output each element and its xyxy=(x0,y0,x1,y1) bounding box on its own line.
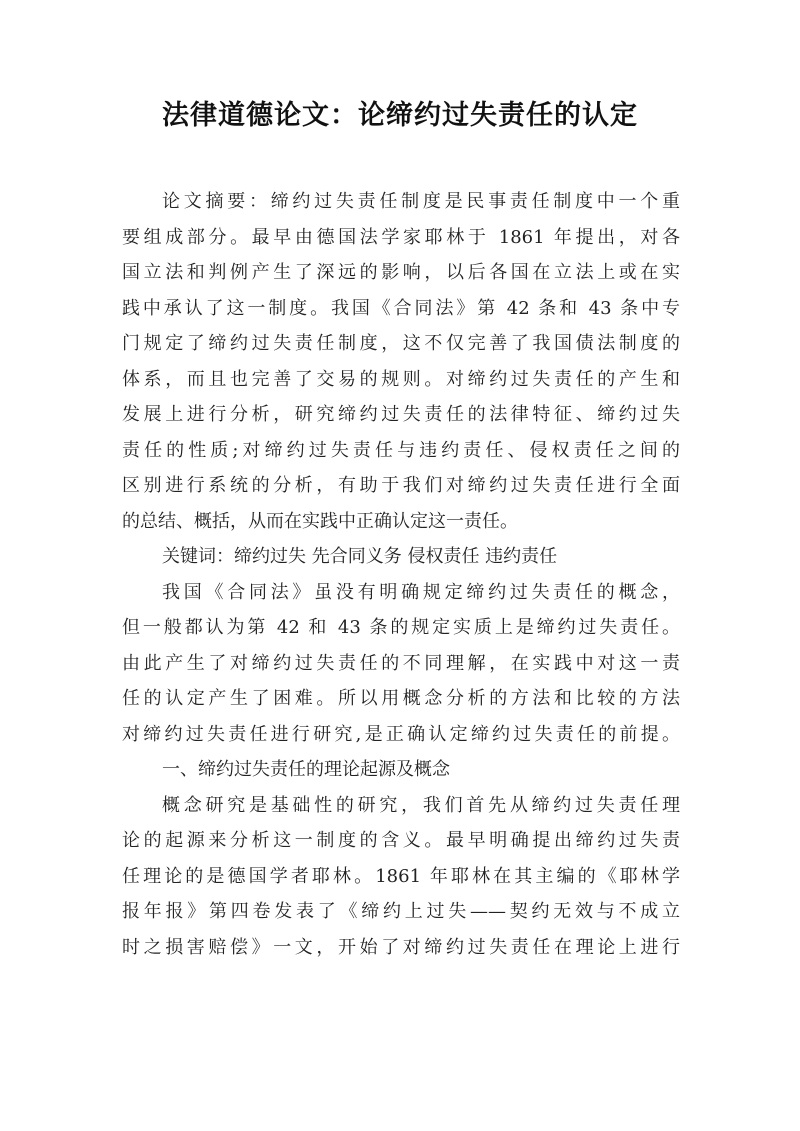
document-body xyxy=(122,184,680,965)
text-line: 区别进行系统的分析，有助于我们对缔约过失责任进行全面 xyxy=(122,475,680,496)
text-line: 论的起源来分析这一制度的含义。最早明确提出缔约过失责 xyxy=(122,830,680,851)
text-line: 发展上进行分析，研究缔约过失责任的法律特征、缔约过失 xyxy=(122,404,680,425)
text-line: 国立法和判例产生了深远的影响，以后各国在立法上或在实 xyxy=(122,262,680,283)
text-line: 由此产生了对缔约过失责任的不同理解，在实践中对这一责 xyxy=(122,652,680,674)
document-title: 法律道德论文：论缔约过失责任的认定 xyxy=(162,100,638,131)
text-line: 论文摘要：缔约过失责任制度是民事责任制度中一个重 xyxy=(162,191,680,212)
text-line: 对缔约过失责任进行研究,是正确认定缔约过失责任的前提。 xyxy=(122,723,680,745)
text-line: 责任的性质;对缔约过失责任与违约责任、侵权责任之间的 xyxy=(122,439,680,461)
text-line: 一、缔约过失责任的理论起源及概念 xyxy=(162,759,450,780)
text-line: 任理论的是德国学者耶林。1861 年耶林在其主编的《耶林学 xyxy=(122,865,680,887)
text-line: 概念研究是基础性的研究，我们首先从缔约过失责任理 xyxy=(162,794,680,816)
text-line: 但一般都认为第 42 和 43 条的规定实质上是缔约过失责任。 xyxy=(122,617,680,638)
text-line: 体系，而且也完善了交易的规则。对缔约过失责任的产生和 xyxy=(122,368,680,390)
text-line: 任的认定产生了困难。所以用概念分析的方法和比较的方法 xyxy=(122,688,680,709)
text-line: 关键词：缔约过失 先合同义务 侵权责任 违约责任 xyxy=(162,546,558,567)
text-line: 践中承认了这一制度。我国《合同法》第 42 条和 43 条中专 xyxy=(122,297,680,319)
text-line: 我国《合同法》虽没有明确规定缔约过失责任的概念， xyxy=(162,581,680,603)
text-line: 时之损害赔偿》一文，开始了对缔约过失责任在理论上进行 xyxy=(122,936,680,958)
text-line: 门规定了缔约过失责任制度，这不仅完善了我国债法制度的 xyxy=(122,333,680,354)
text-line: 报年报》第四卷发表了《缔约上过失——契约无效与不成立 xyxy=(122,901,680,922)
text-line: 的总结、概括，从而在实践中正确认定这一责任。 xyxy=(122,510,518,532)
text-line: 要组成部分。最早由德国法学家耶林于 1861 年提出，对各 xyxy=(122,226,680,248)
